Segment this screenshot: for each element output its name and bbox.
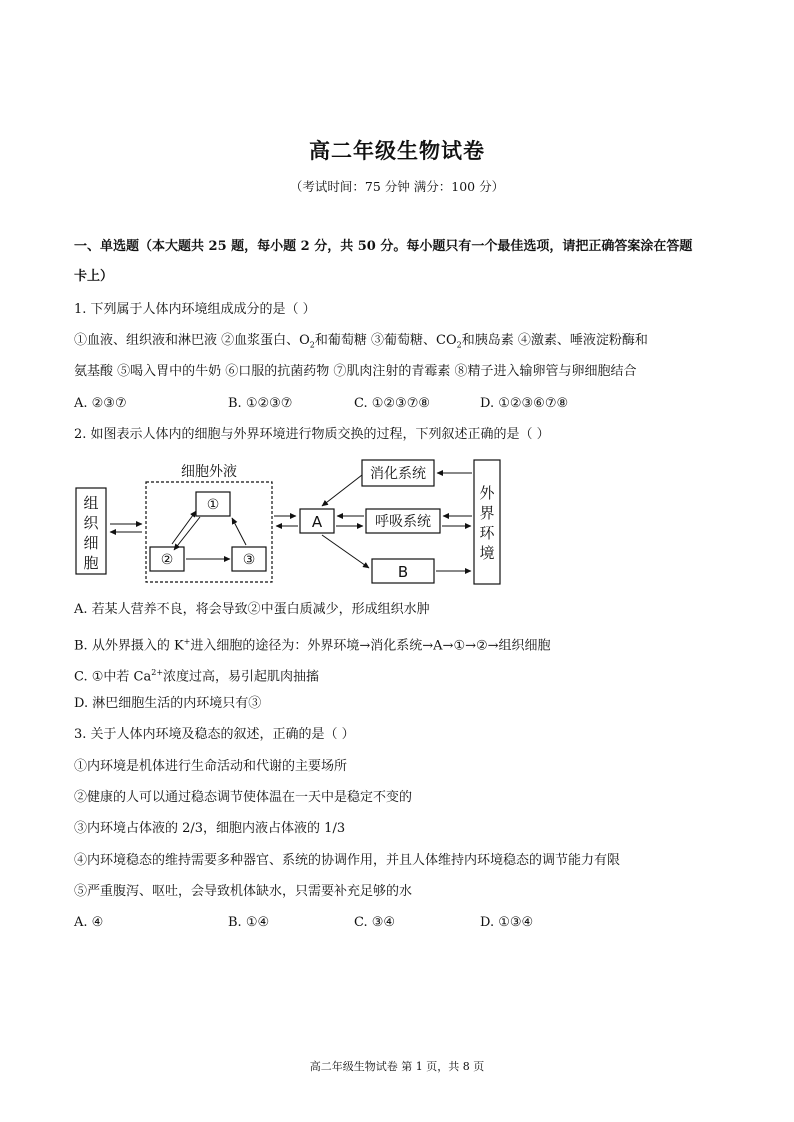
q1-stem: 1. 下列属于人体内环境组成成分的是（ ）	[74, 302, 316, 317]
extracellular-fluid-label: 细胞外液	[181, 464, 237, 480]
q2-option-b[interactable]	[74, 633, 734, 655]
exam-info: （考试时间：75 分钟 满分：100 分）	[289, 179, 505, 194]
q3-option-a[interactable]: A. ④	[74, 915, 104, 930]
tissue-cell-char: 组	[83, 494, 99, 512]
node-2-label: ②	[160, 552, 174, 568]
node-a-label: A	[311, 513, 323, 531]
arrow-1-to-2-b	[174, 517, 200, 550]
node-1-label: ①	[206, 497, 220, 513]
q1-o2-subscript: 2	[309, 340, 315, 350]
q1-co2-subscript: 2	[456, 340, 462, 350]
q1-option-b[interactable]: B. ①②③⑦	[228, 396, 293, 411]
outside-env-char: 境	[479, 544, 495, 562]
node-b-label: B	[397, 563, 409, 581]
exchange-diagram	[70, 455, 510, 590]
tissue-cell-char: 细	[83, 534, 99, 552]
tissue-cell-char: 织	[83, 514, 99, 532]
q1-items-text: 和胰岛素 ④激素、唾液淀粉酶和	[461, 333, 648, 348]
node-3-label: ③	[242, 552, 256, 568]
tissue-cell-char: 胞	[83, 554, 99, 572]
respiratory-system-label: 呼吸系统	[375, 514, 431, 530]
q2-option-a[interactable]: A. 若某人营养不良，将会导致②中蛋白质减少，形成组织水肿	[74, 602, 430, 617]
q1-items-line1	[74, 332, 734, 355]
page-footer: 高二年级生物试卷 第 1 页，共 8 页	[309, 1060, 485, 1073]
q1-option-a[interactable]: A. ②③⑦	[74, 396, 127, 411]
q2-stem: 2. 如图表示人体内的细胞与外界环境进行物质交换的过程，下列叙述正确的是（ ）	[74, 427, 550, 442]
q1-option-c[interactable]: C. ①②③⑦⑧	[354, 396, 431, 411]
q3-statement-3: ③内环境占体液的 2/3，细胞内液占体液的 1/3	[74, 821, 346, 836]
q1-items-text: 和葡萄糖 ③葡萄糖、CO	[314, 333, 457, 348]
digestive-system-label: 消化系统	[370, 466, 426, 482]
arrow-3-to-1	[232, 518, 246, 545]
q3-option-c[interactable]: C. ③④	[354, 915, 396, 930]
q2-option-c-text: 浓度过高，易引起肌肉抽搐	[163, 669, 320, 685]
outside-env-char: 界	[479, 504, 495, 522]
q3-statement-4: ④内环境稳态的维持需要多种器官、系统的协调作用，并且人体维持内环境稳态的调节能力有限	[74, 853, 621, 868]
q1-items-text: ①血液、组织液和淋巴液 ②血浆蛋白、O	[74, 333, 310, 348]
section-heading-line2: 卡上）	[74, 269, 114, 284]
q2-option-b-superscript: +	[183, 637, 191, 646]
q1-items-line2: 氨基酸 ⑤喝入胃中的牛奶 ⑥口服的抗菌药物 ⑦肌肉注射的青霉素 ⑧精子进入输卵管与卵细胞结合	[74, 364, 637, 379]
outside-env-char: 环	[479, 524, 495, 542]
q1-option-d[interactable]: D. ①②③⑥⑦⑧	[480, 396, 569, 411]
q3-option-d[interactable]: D. ①③④	[480, 915, 534, 930]
section-heading-line1: 一、单选题（本大题共 25 题，每小题 2 分，共 50 分。每小题只有一个最佳选项，请把正确答案涂在答题	[74, 239, 693, 254]
arrow-a-to-b	[322, 535, 369, 568]
q3-statement-1: ①内环境是机体进行生命活动和代谢的主要场所	[74, 759, 348, 774]
arrow-digestive-to-a	[322, 475, 362, 506]
q2-option-d[interactable]: D. 淋巴细胞生活的内环境只有③	[74, 696, 262, 711]
q3-statement-2: ②健康的人可以通过稳态调节使体温在一天中是稳定不变的	[74, 790, 413, 805]
arrow-1-to-2-a	[172, 511, 196, 544]
q2-option-b-text: 进入细胞的途径为：外界环境→消化系统→A→①→②→组织细胞	[190, 638, 551, 654]
q2-option-b-text: B. 从外界摄入的 K	[74, 638, 184, 654]
page-title: 高二年级生物试卷	[309, 138, 485, 163]
outside-environment-box	[474, 460, 500, 584]
q2-option-c-text: C. ①中若 Ca	[74, 669, 152, 685]
q3-option-b[interactable]: B. ①④	[228, 915, 270, 930]
q3-statement-5: ⑤严重腹泻、呕吐，会导致机体缺水，只需要补充足够的水	[74, 884, 413, 899]
outside-env-char: 外	[479, 484, 495, 502]
q2-option-c[interactable]	[74, 664, 734, 686]
q3-stem: 3. 关于人体内环境及稳态的叙述，正确的是（ ）	[74, 727, 355, 742]
q2-option-c-superscript: 2+	[151, 668, 164, 677]
